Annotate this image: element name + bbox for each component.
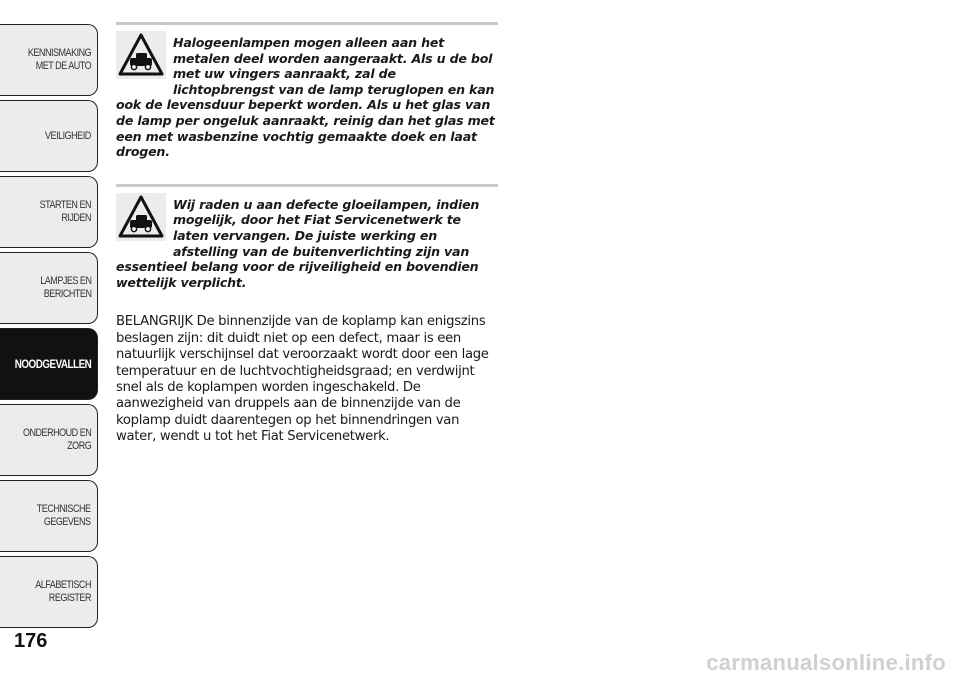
tab-onderhoud-en-zorg[interactable]: [0, 404, 98, 476]
warning-block: [116, 25, 498, 160]
tab-label: KENNISMAKING MET DE AUTO: [27, 47, 91, 72]
tab-label: VEILIGHEID: [45, 129, 91, 142]
tab-label: ALFABETISCH REGISTER: [35, 579, 91, 604]
tab-label: TECHNISCHE GEGEVENS: [37, 503, 91, 528]
page-number: 176: [14, 630, 48, 652]
warning-block: [116, 187, 498, 291]
tab-label: LAMPJES EN BERICHTEN: [39, 275, 91, 300]
tab-veiligheid[interactable]: [0, 100, 98, 172]
tab-kennismaking[interactable]: [0, 24, 98, 96]
tab-technische-gegevens[interactable]: [0, 480, 98, 552]
tab-starten-en-rijden[interactable]: [0, 176, 98, 248]
warning-text: Wij raden u aan defecte gloeilampen, indien mogelijk, door het Fiat Servicenetwerk te laten vervangen. De juiste werking en afstelling van de buitenverlichting zijn van essentieel belang voor de rijveiligheid en bovendien wettelijk verplicht.: [116, 196, 480, 290]
warning-car-icon: [116, 31, 166, 79]
warning-car-icon: [116, 193, 166, 241]
tab-noodgevallen[interactable]: [0, 328, 98, 400]
tab-label: NOODGEVALLEN: [14, 356, 91, 371]
tab-label: STARTEN EN RIJDEN: [39, 199, 91, 224]
tab-lampjes-en-berichten[interactable]: [0, 252, 98, 324]
watermark: carmanualsonline.info: [706, 650, 946, 675]
tab-alfabetisch-register[interactable]: [0, 556, 98, 628]
tab-label: ONDERHOUD EN ZORG: [22, 427, 91, 452]
warning-text: Halogeenlampen mogen alleen aan het metalen deel worden aangeraakt. Als u de bol met uw vingers aanraakt, zal de lichtopbrengst van de lamp teruglopen en kan ook de levensduur beperkt worden. Als u het glas van de lamp per ongeluk aanraakt, reinig dan het glas met een met wasbenzine vochtig gemaakte doek en laat drogen.: [116, 35, 495, 160]
body-paragraph: BELANGRIJK De binnenzijde van de koplamp kan enigszins beslagen zijn: dit duidt niet op een defect, maar is een natuurlijk verschijnsel dat veroorzaakt wordt door een lage temperatuur en de luchtvochtigheidsgraad; en verdwijnt snel als de koplampen worden ingeschakeld. De aanwezigheid van druppels aan de binnenzijde van de koplamp duidt daarentegen op het binnendringen van water, wendt u tot het Fiat Servicenetwerk.: [116, 314, 489, 445]
main-content: [116, 22, 498, 446]
